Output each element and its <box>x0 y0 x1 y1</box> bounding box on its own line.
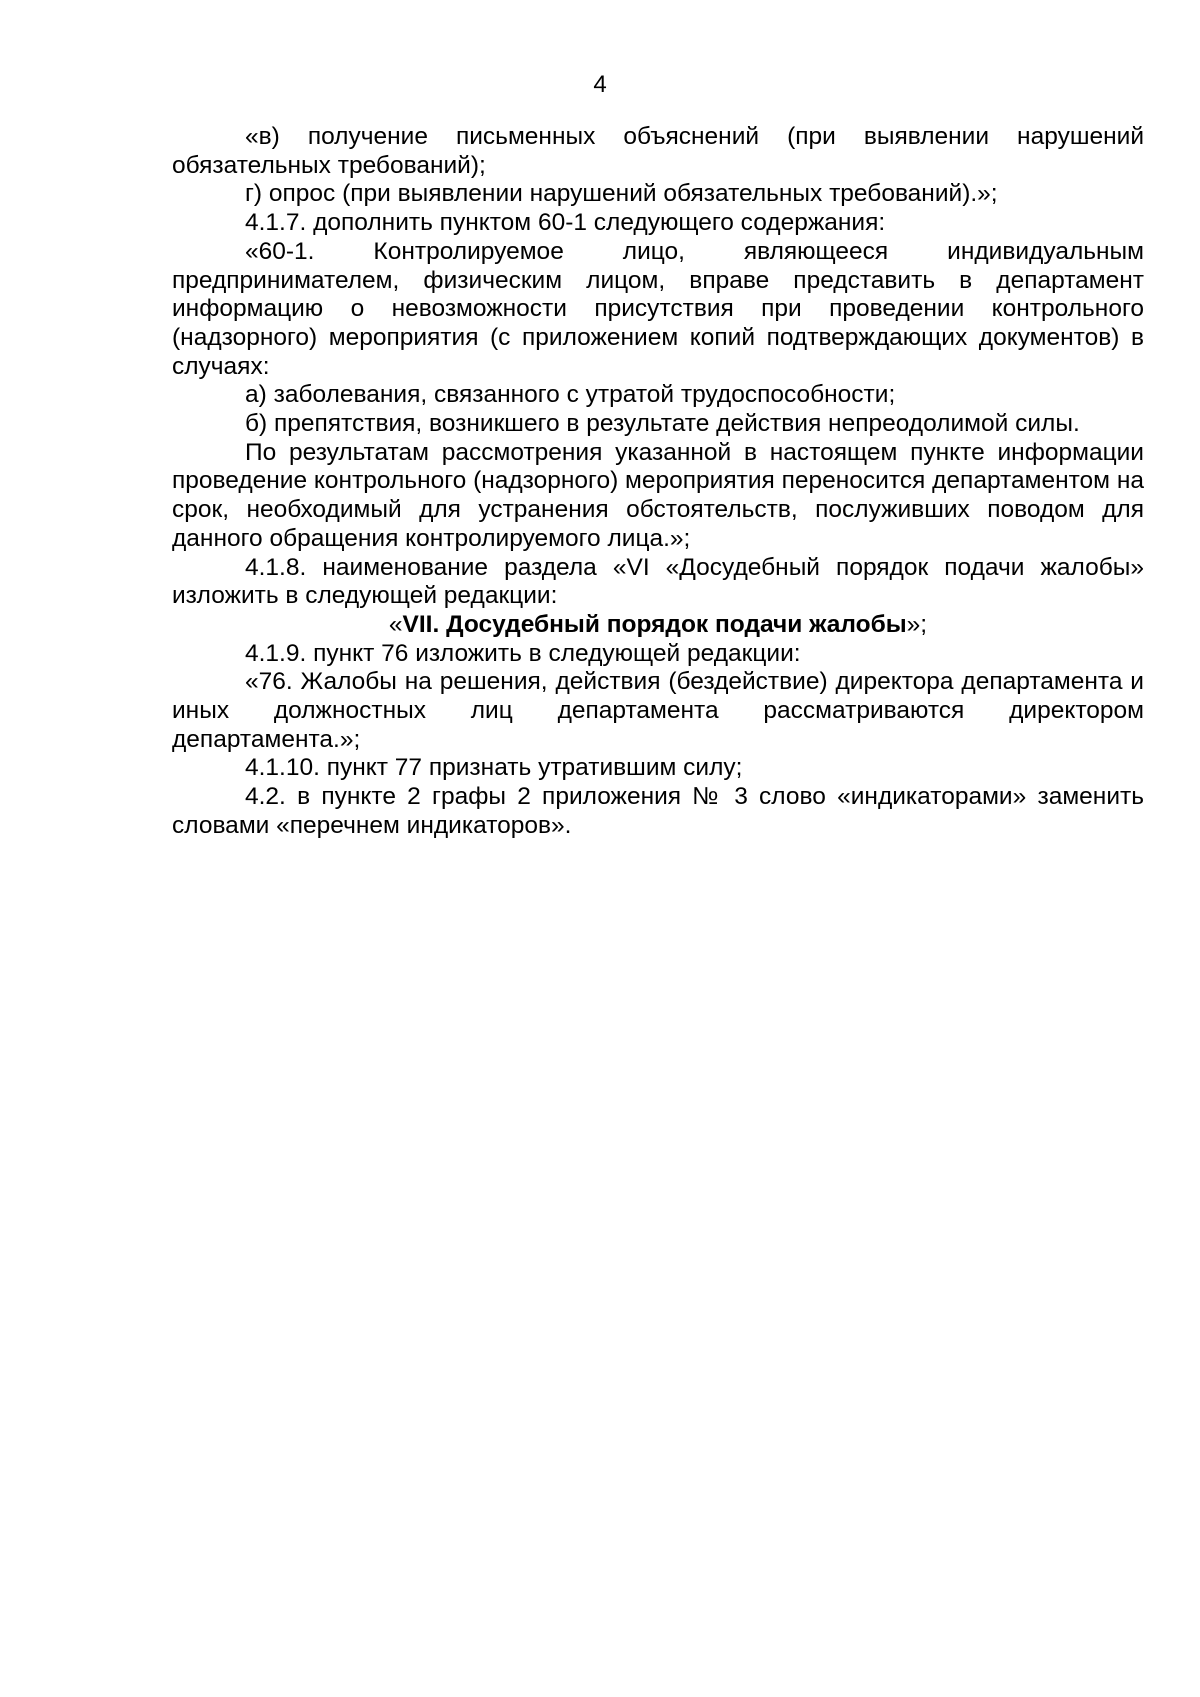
paragraph-4-2: 4.2. в пункте 2 графы 2 приложения № 3 слово «индикаторами» заменить словами «перечнем индикаторов». <box>172 783 1144 839</box>
paragraph-4-1-10: 4.1.10. пункт 77 признать утратившим силу; <box>245 754 743 782</box>
paragraph-item-v: «в) получение письменных объяснений (при выявлении нарушений обязательных требований); <box>172 123 1144 179</box>
page-number: 4 <box>593 71 607 98</box>
paragraph-item-g: г) опрос (при выявлении нарушений обязательных требований).»; <box>245 180 998 208</box>
paragraph-4-1-8: 4.1.8. наименование раздела «VI «Досудебный порядок подачи жалобы» изложить в следующей редакции: <box>172 553 1144 610</box>
section-heading-close: »; <box>906 610 928 638</box>
section-heading <box>172 611 1144 640</box>
paragraph-60-1: «60-1. Контролируемое лицо, являющееся индивидуальным предпринимателем, физическим лицом, вправе представить в департамент информацию о невозможности присутствия при проведении контрольного (надзорного) мероприятия (с приложением копий подтверждающих документов) в случаях: <box>172 237 1144 380</box>
section-heading-open-quote: « <box>388 610 403 638</box>
document-body <box>172 123 1144 841</box>
paragraph-76: «76. Жалобы на решения, действия (бездействие) директора департамента и иных должностных лиц департамента рассматриваются директором департамента.»; <box>172 668 1144 753</box>
paragraph-results: По результатам рассмотрения указанной в настоящем пункте информации проведение контрольного (надзорного) мероприятия переносится департаментом на срок, необходимый для устранения обстоятельств, послуживших поводом для данного обращения контролируемого лица.»; <box>172 438 1144 552</box>
section-heading-title: VII. Досудебный порядок подачи жалобы <box>402 610 907 638</box>
paragraph-4-1-7: 4.1.7. дополнить пунктом 60-1 следующего содержания: <box>245 209 886 237</box>
paragraph-item-b: б) препятствия, возникшего в результате действия непреодолимой силы. <box>245 410 1080 438</box>
paragraph-item-a: а) заболевания, связанного с утратой трудоспособности; <box>245 381 896 409</box>
paragraph-4-1-9: 4.1.9. пункт 76 изложить в следующей редакции: <box>245 639 801 667</box>
